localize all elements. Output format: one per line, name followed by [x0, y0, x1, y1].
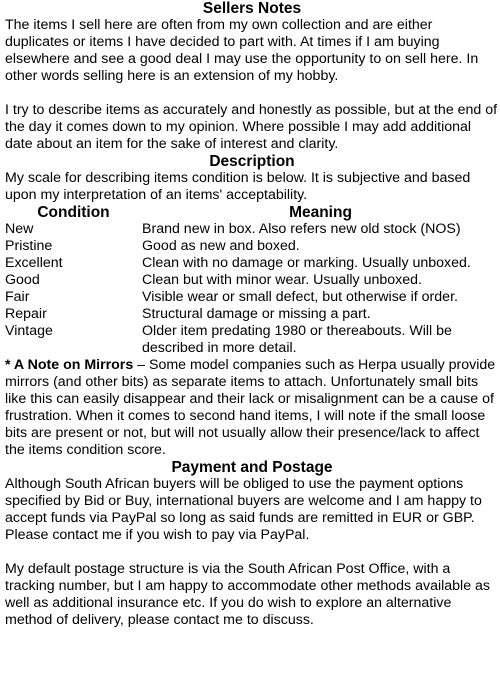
paragraph-gap — [5, 85, 499, 102]
condition-row — [5, 323, 499, 357]
condition-meaning: Clean with no damage or marking. Usually unboxed. — [142, 255, 471, 271]
condition-row — [5, 306, 499, 323]
paragraph-gap — [5, 544, 499, 561]
sellers-notes-paragraph-2: I try to describe items as accurately and honestly as possible, but at the end of the day it comes down to my opinion. Where possible I may add additional date about an item for the sake of interest and clarity. — [5, 102, 498, 152]
condition-term: Good — [5, 272, 40, 288]
condition-term: Repair — [5, 306, 47, 322]
condition-meaning: Visible wear or small defect, but otherwise if order. — [142, 289, 458, 305]
meaning-column-header: Meaning — [289, 204, 352, 221]
condition-meaning: Clean but with minor wear. Usually unboxed. — [142, 272, 422, 288]
description-intro: My scale for describing items condition is below. It is subjective and based upon my interpretation of an items' acceptability. — [5, 170, 471, 203]
condition-row — [5, 272, 499, 289]
sellers-notes-heading: Sellers Notes — [202, 0, 302, 17]
condition-table — [5, 221, 499, 357]
condition-row — [5, 238, 499, 255]
description-heading: Description — [209, 153, 295, 170]
condition-row — [5, 289, 499, 306]
condition-row — [5, 255, 499, 272]
condition-term: New — [5, 221, 34, 237]
condition-term: Pristine — [5, 238, 53, 254]
condition-meaning: Structural damage or missing a part. — [142, 306, 371, 322]
payment-paragraph: Although South African buyers will be obliged to use the payment options specified by Bid or Buy, international buyers are welcome and I am happy to accept funds via PayPal so long as said funds are remitted in EUR or GBP. Please contact me if you wish to pay via PayPal. — [5, 476, 482, 543]
condition-term: Vintage — [5, 323, 53, 339]
mirror-note — [5, 357, 499, 459]
sellers-notes-paragraph-1: The items I sell here are often from my own collection and are either duplicates or items I have decided to part with. At times if I am buying elsewhere and see a good deal I may use the opportunity to on sell here. In other words selling here is an extension of my hobby. — [5, 17, 479, 84]
condition-term: Fair — [5, 289, 30, 305]
condition-table-header — [5, 204, 499, 221]
description-section — [5, 153, 499, 459]
mirror-note-text: – Some model companies such as Herpa usually provide mirrors (and other bits) as separate items to attach. Unfortunately small bits like this can easily disappear and their lack or misalignment can be a cause of frustration. When it comes to second hand items, I will note if the small loose bits are present or not, but will not usually allow their presence/lack to affect the items condition score. — [5, 357, 496, 458]
condition-column-header: Condition — [37, 204, 110, 221]
mirror-note-label: * A Note on Mirrors — [5, 357, 134, 373]
condition-term: Excellent — [5, 255, 63, 271]
postage-paragraph: My default postage structure is via the South African Post Office, with a tracking number, but I am happy to accommodate other methods available as well as additional insurance etc. If you do wish to explore an alternative method of delivery, please contact me to discuss. — [5, 561, 491, 628]
condition-meaning: Older item predating 1980 or thereabouts. Will be described in more detail. — [142, 323, 452, 356]
condition-row — [5, 221, 499, 238]
payment-postage-section — [5, 459, 499, 629]
payment-postage-heading: Payment and Postage — [171, 459, 333, 476]
sellers-notes-section — [5, 0, 499, 153]
condition-meaning: Good as new and boxed. — [142, 238, 300, 254]
condition-meaning: Brand new in box. Also refers new old stock (NOS) — [142, 221, 461, 237]
